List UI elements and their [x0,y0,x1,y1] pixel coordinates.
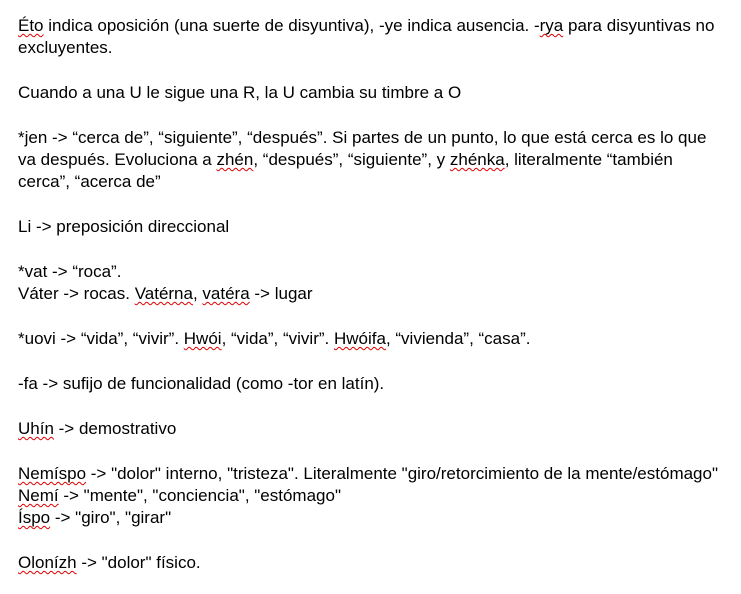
text-segment: -> "dolor" físico. [76,553,201,572]
text-segment: Cuando a una U le sigue una R, la U cambia su timbre a O [18,83,462,102]
paragraph[interactable] [18,552,724,574]
paragraph[interactable] [18,373,724,395]
paragraph[interactable] [18,463,724,529]
paragraph[interactable] [18,328,724,350]
paragraph[interactable] [18,82,724,104]
misspelled-word: vatéra [202,284,250,303]
paragraph[interactable] [18,15,724,59]
document-text [18,15,724,574]
text-segment: indica oposición (una suerte de disyuntiva), -ye indica ausencia. - [43,16,540,35]
misspelled-word: Éto [18,16,44,35]
text-segment: -> "mente", "conciencia", "estómago" [58,486,341,505]
misspelled-word: Nemí [18,486,59,505]
misspelled-word: Hwói [183,329,222,348]
text-segment: *jen -> “cerca de”, “siguiente”, “después”. Si partes de un punto, lo que está cerca es lo que va después. Evoluciona a [18,128,707,169]
text-segment: -> lugar [249,284,313,303]
misspelled-word: Íspo [18,508,51,527]
misspelled-word: zhénka [449,150,505,169]
text-segment: *uovi -> “vida”, “vivir”. [18,329,184,348]
misspelled-word: Vatérna [134,284,193,303]
text-segment: Váter -> rocas. [18,284,135,303]
misspelled-word: Olonízh [18,553,77,572]
text-segment: Li -> preposición direccional [18,217,230,236]
text-segment: -> demostrativo [53,419,177,438]
text-segment: -> "dolor" interno, "tristeza". Literalmente "giro/retorcimiento de la mente/estómago" [86,464,719,483]
misspelled-word: rya [539,16,564,35]
paragraph[interactable] [18,216,724,238]
text-segment: , “vivienda”, “casa”. [385,329,531,348]
misspelled-word: Hwóifa [333,329,386,348]
text-segment: -fa -> sufijo de funcionalidad (como -tor en latín). [18,374,385,393]
text-segment: -> "giro", "girar" [50,508,172,527]
misspelled-word: Nemíspo [18,464,87,483]
text-segment: , “después”, “siguiente”, y [253,150,450,169]
paragraph[interactable] [18,127,724,193]
misspelled-word: Uhín [18,419,54,438]
text-segment: , “vida”, “vivir”. [221,329,334,348]
misspelled-word: zhén [216,150,254,169]
paragraph[interactable] [18,261,724,305]
text-segment: para disyuntivas no excluyentes. [18,16,715,57]
paragraph[interactable] [18,418,724,440]
text-segment: , literalmente “también cerca”, “acerca de” [18,150,673,191]
text-segment: , [192,284,203,303]
text-segment: *vat -> “roca”. [18,262,122,281]
